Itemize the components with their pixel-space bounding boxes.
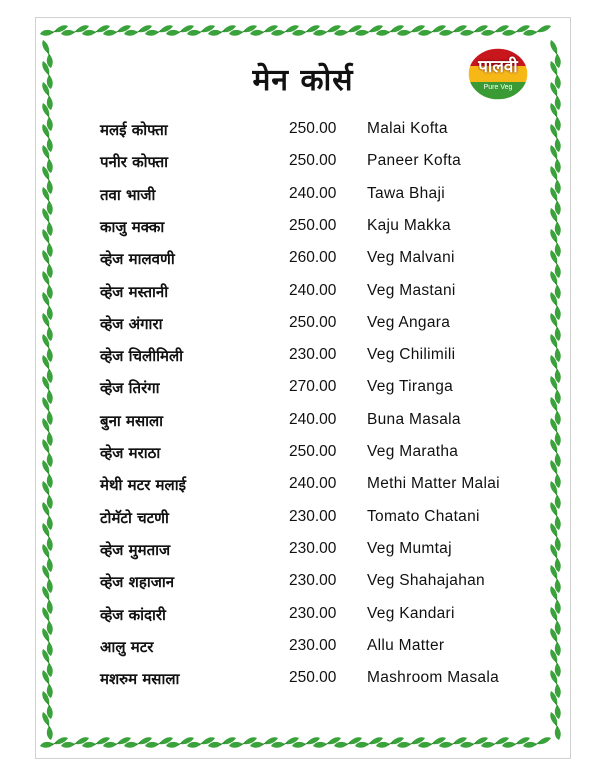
item-price: 230.00 [289,604,337,622]
item-name-marathi: व्हेज मराठा [100,444,161,462]
item-price: 250.00 [289,443,337,460]
item-name-marathi: व्हेज चिलीमिली [100,347,184,366]
item-price: 230.00 [289,636,337,654]
menu-item-row [0,443,606,471]
item-name-english: Veg Tiranga [367,378,454,396]
item-price: 250.00 [289,216,337,234]
item-name-english: Veg Mumtaj [367,539,452,557]
menu-item-row [0,120,606,148]
item-price: 250.00 [289,313,337,331]
menu-item-row [0,572,606,600]
menu-item-row [0,411,606,439]
menu-item-row [0,378,606,406]
item-name-marathi: मलई कोफ्ता [100,121,168,139]
item-price: 230.00 [289,539,337,557]
item-price: 250.00 [289,669,337,687]
item-name-marathi: व्हेज शहाजान [100,573,175,592]
item-name-english: Kaju Makka [367,216,451,234]
item-name-english: Veg Kandari [367,604,455,622]
item-price: 250.00 [289,120,337,137]
item-name-english: Tawa Bhaji [367,184,445,202]
item-name-marathi: व्हेज मस्तानी [100,282,169,301]
menu-item-row [0,346,606,374]
item-name-english: Mashroom Masala [367,669,499,687]
logo-name: पालवी [478,57,518,77]
item-name-marathi: काजु मक्का [100,217,165,236]
item-name-english: Veg Shahajahan [367,572,485,590]
item-price: 230.00 [289,507,337,525]
item-name-english: Veg Angara [367,313,451,331]
menu-item-row [0,475,606,503]
item-name-marathi: आलु मटर [100,637,154,656]
item-name-english: Veg Mastani [367,281,456,299]
restaurant-logo [466,46,530,102]
item-name-marathi: पनीर कोफ्ता [100,153,169,172]
item-name-marathi: व्हेज अंगारा [100,314,163,333]
item-price: 260.00 [289,249,337,267]
item-name-english: Buna Masala [367,410,461,428]
item-name-marathi: मशरुम मसाला [100,670,180,689]
item-name-english: Veg Maratha [367,443,459,460]
item-name-marathi: टोमॅटो चटणी [100,508,169,527]
page-title: मेन कोर्स [252,63,354,98]
item-name-marathi: व्हेज मालवणी [100,250,175,269]
menu-item-row [0,185,606,213]
item-price: 230.00 [289,346,337,364]
item-name-english: Tomato Chatani [367,507,480,525]
menu-item-row [0,314,606,342]
menu-item-row [0,669,606,697]
item-price: 240.00 [289,475,337,493]
menu-item-row [0,605,606,633]
item-name-marathi: व्हेज कांदारी [100,605,166,624]
item-name-marathi: तवा भाजी [100,185,156,204]
item-name-english: Veg Malvani [367,249,455,267]
menu-item-row [0,637,606,665]
menu-item-row [0,249,606,277]
item-price: 240.00 [289,184,337,202]
item-name-english: Malai Kofta [367,120,448,137]
item-name-marathi: व्हेज मुमताज [100,540,171,559]
menu-item-row [0,540,606,568]
item-price: 230.00 [289,572,337,590]
item-name-english: Paneer Kofta [367,152,462,170]
item-name-marathi: मेथी मटर मलाई [100,476,186,495]
item-price: 270.00 [289,378,337,396]
item-name-english: Veg Chilimili [367,346,456,364]
logo-tagline: Pure Veg [483,84,513,91]
item-name-marathi: व्हेज तिरंगा [100,379,160,398]
menu-item-row [0,282,606,310]
item-name-english: Allu Matter [367,636,445,654]
item-name-marathi: बुना मसाला [100,411,164,430]
menu-item-row [0,508,606,536]
item-price: 240.00 [289,410,337,428]
item-price: 250.00 [289,152,337,170]
item-name-english: Methi Matter Malai [367,475,500,493]
menu-item-row [0,152,606,180]
menu-item-row [0,217,606,245]
item-price: 240.00 [289,281,337,299]
